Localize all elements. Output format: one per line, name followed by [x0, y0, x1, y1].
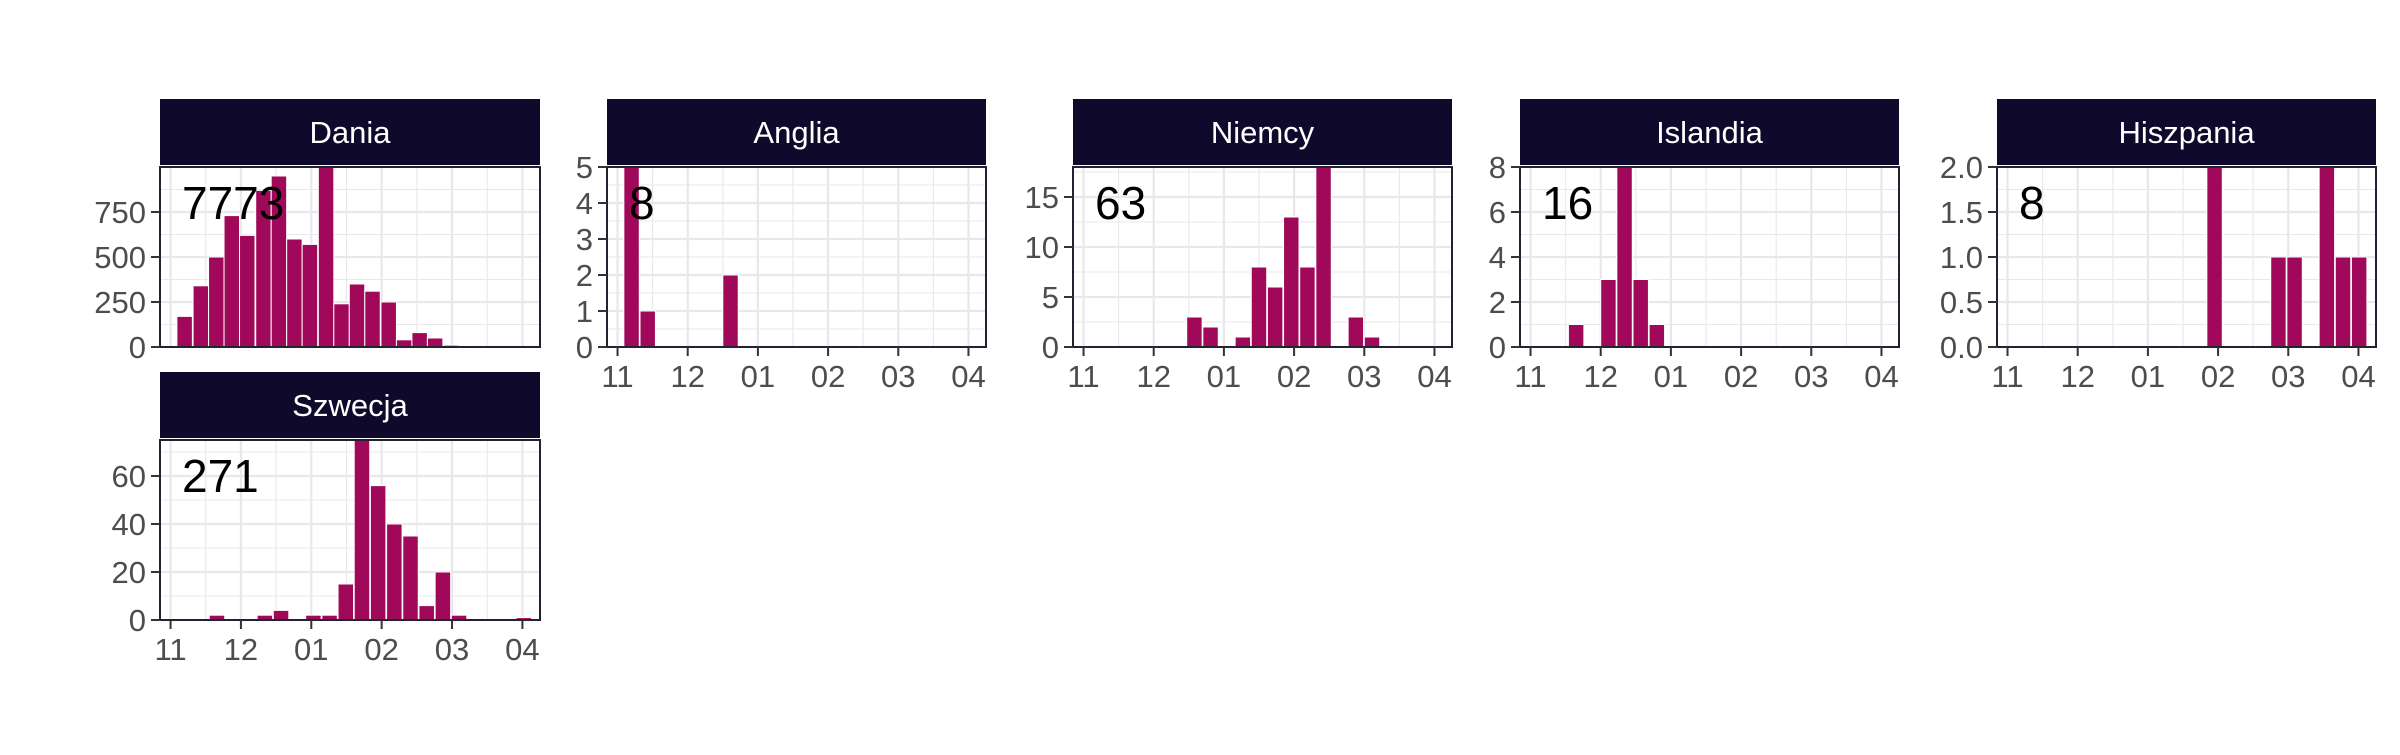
- bar-islandia-2: [1617, 167, 1632, 347]
- bar-hiszpania-1: [2271, 257, 2286, 347]
- y-tick-label: 1: [575, 294, 593, 329]
- bar-niemcy-6: [1300, 267, 1315, 347]
- bar-hiszpania-4: [2335, 257, 2350, 347]
- x-tick-label: 03: [881, 359, 916, 394]
- x-tick-label: 01: [1206, 359, 1242, 394]
- facet-panel-niemcy: [1025, 99, 1452, 394]
- bar-dania-7: [287, 239, 302, 347]
- bar-szwecja-10: [419, 606, 434, 620]
- y-tick-label: 0: [1041, 330, 1059, 365]
- x-tick-label: 01: [2130, 359, 2166, 394]
- facet-strip-title: Niemcy: [1210, 115, 1315, 150]
- bar-niemcy-9: [1364, 337, 1379, 347]
- x-tick-label: 02: [810, 359, 846, 394]
- count-label: 16: [1542, 177, 1594, 229]
- bar-dania-10: [334, 304, 349, 347]
- facet-panel-hiszpania: [1940, 99, 2376, 394]
- x-tick-label: 04: [2341, 359, 2376, 394]
- x-tick-label: 11: [1067, 359, 1100, 394]
- y-tick-label: 4: [575, 186, 593, 221]
- facet-panel-dania: [94, 99, 540, 365]
- y-tick-label: 5: [575, 150, 593, 185]
- bar-szwecja-8: [387, 524, 402, 620]
- x-tick-label: 02: [1723, 359, 1759, 394]
- x-tick-label: 01: [294, 632, 329, 667]
- bar-islandia-0: [1568, 325, 1583, 348]
- bar-hiszpania-5: [2351, 257, 2366, 347]
- bar-hiszpania-3: [2319, 167, 2334, 347]
- y-tick-label: 0: [128, 603, 146, 638]
- bar-dania-16: [427, 338, 442, 347]
- bar-hiszpania-0: [2207, 167, 2222, 347]
- x-tick-label: 02: [364, 632, 399, 667]
- bar-islandia-3: [1633, 280, 1648, 348]
- y-tick-label: 0.0: [1939, 330, 1983, 365]
- y-tick-label: 4: [1488, 240, 1506, 275]
- count-label: 63: [1095, 177, 1147, 229]
- facet-panel-szwecja: [112, 372, 540, 667]
- bar-dania-1: [193, 286, 208, 347]
- bar-szwecja-9: [403, 536, 418, 620]
- bar-szwecja-5: [338, 584, 353, 620]
- bar-dania-4: [240, 235, 255, 347]
- x-tick-label: 12: [1136, 359, 1171, 394]
- bar-islandia-4: [1649, 325, 1664, 348]
- x-tick-label: 03: [2271, 359, 2306, 394]
- facet-strip-title: Anglia: [753, 115, 840, 150]
- bar-niemcy-4: [1267, 287, 1282, 347]
- bar-dania-0: [177, 316, 192, 347]
- bar-niemcy-2: [1235, 337, 1250, 347]
- bar-szwecja-11: [435, 572, 450, 620]
- bar-niemcy-3: [1251, 267, 1266, 347]
- bar-anglia-1: [640, 311, 655, 347]
- count-label: 8: [629, 177, 655, 229]
- y-tick-label: 10: [1024, 230, 1059, 265]
- bar-dania-9: [318, 167, 333, 347]
- facet-strip-title: Szwecja: [292, 388, 408, 423]
- bar-szwecja-7: [370, 486, 385, 620]
- y-tick-label: 3: [575, 222, 593, 257]
- y-tick-label: 1.5: [1939, 195, 1983, 230]
- x-tick-label: 12: [223, 632, 259, 667]
- x-tick-label: 11: [154, 632, 187, 667]
- y-tick-label: 40: [111, 507, 146, 542]
- bar-dania-12: [365, 291, 380, 347]
- y-tick-label: 60: [111, 459, 146, 494]
- bar-dania-14: [396, 340, 411, 347]
- facet-strip-title: Hiszpania: [2118, 115, 2255, 150]
- x-tick-label: 11: [601, 359, 634, 394]
- x-tick-label: 04: [1864, 359, 1899, 394]
- bar-islandia-1: [1601, 280, 1616, 348]
- x-tick-label: 11: [1514, 359, 1547, 394]
- count-label: 8: [2019, 177, 2045, 229]
- y-tick-label: 250: [94, 285, 146, 320]
- x-tick-label: 03: [434, 632, 470, 667]
- y-tick-label: 5: [1041, 280, 1059, 315]
- y-tick-label: 15: [1024, 180, 1059, 215]
- bar-niemcy-8: [1348, 317, 1363, 347]
- bar-niemcy-7: [1316, 167, 1331, 347]
- bar-szwecja-6: [354, 440, 369, 620]
- bar-niemcy-1: [1203, 327, 1218, 347]
- y-tick-label: 2: [1488, 285, 1506, 320]
- x-tick-label: 04: [505, 632, 540, 667]
- x-tick-label: 01: [1653, 359, 1689, 394]
- y-tick-label: 2: [575, 258, 593, 293]
- count-label: 271: [182, 450, 259, 502]
- bar-dania-8: [302, 244, 317, 347]
- bar-dania-13: [381, 302, 396, 347]
- y-tick-label: 6: [1488, 195, 1506, 230]
- bar-dania-3: [224, 216, 239, 347]
- x-tick-label: 12: [2060, 359, 2095, 394]
- bar-hiszpania-2: [2287, 257, 2302, 347]
- x-tick-label: 03: [1794, 359, 1829, 394]
- y-tick-label: 2.0: [1939, 150, 1983, 185]
- facet-panel-anglia: [576, 99, 986, 394]
- y-tick-label: 8: [1488, 150, 1506, 185]
- facet-strip-title: Dania: [309, 115, 391, 150]
- y-tick-label: 0: [128, 330, 146, 365]
- facet-panel-islandia: [1489, 99, 1899, 394]
- bar-szwecja-2: [273, 610, 288, 620]
- x-tick-label: 04: [951, 359, 986, 394]
- bar-niemcy-0: [1187, 317, 1202, 347]
- y-tick-label: 0: [1488, 330, 1506, 365]
- x-tick-label: 04: [1417, 359, 1452, 394]
- x-tick-label: 03: [1347, 359, 1382, 394]
- y-tick-label: 0.5: [1939, 285, 1983, 320]
- y-tick-label: 500: [94, 240, 146, 275]
- x-tick-label: 12: [670, 359, 705, 394]
- x-tick-label: 01: [740, 359, 776, 394]
- bar-dania-11: [349, 284, 364, 347]
- count-label: 7773: [182, 177, 285, 229]
- x-tick-label: 02: [2200, 359, 2236, 394]
- bar-dania-2: [209, 257, 224, 347]
- y-tick-label: 20: [111, 555, 146, 590]
- facet-strip-title: Islandia: [1656, 115, 1763, 150]
- bar-anglia-2: [723, 275, 738, 347]
- bar-niemcy-5: [1284, 217, 1299, 347]
- y-tick-label: 0: [575, 330, 593, 365]
- x-tick-label: 02: [1276, 359, 1312, 394]
- bar-dania-15: [412, 333, 427, 347]
- y-tick-label: 1.0: [1939, 240, 1983, 275]
- x-tick-label: 12: [1583, 359, 1618, 394]
- y-tick-label: 750: [94, 195, 146, 230]
- x-tick-label: 11: [1991, 359, 2024, 394]
